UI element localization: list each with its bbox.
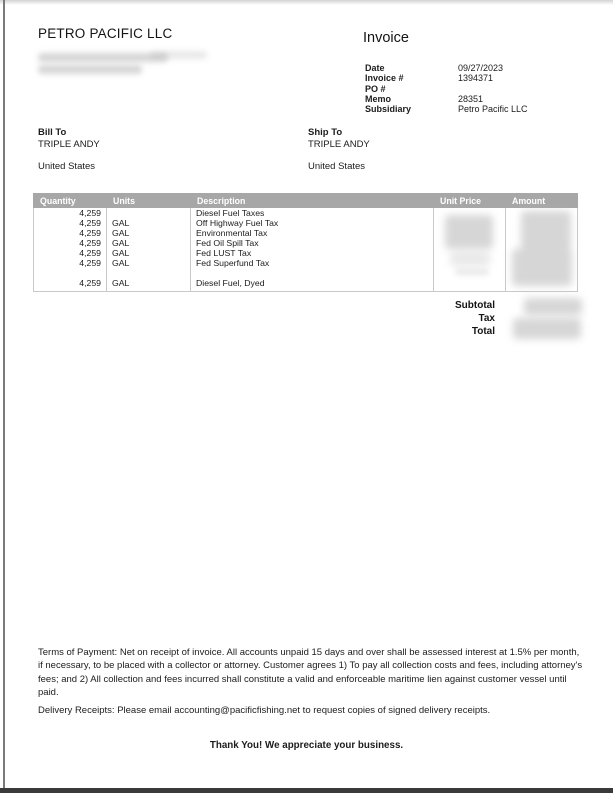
table-cell-desc: Diesel Fuel Taxes: [191, 208, 434, 219]
column-header-amount: Amount: [506, 194, 578, 208]
meta-row: [365, 73, 585, 83]
table-cell-desc: Off Highway Fuel Tax: [191, 218, 434, 228]
table-cell-desc: Environmental Tax: [191, 228, 434, 238]
meta-value: Petro Pacific LLC: [458, 104, 528, 115]
total-label: Tax: [478, 312, 495, 324]
thank-you-message: Thank You! We appreciate your business.: [209, 740, 404, 751]
table-cell-qty: 4,259: [34, 278, 107, 288]
meta-row: [365, 63, 585, 73]
meta-label: Memo: [365, 93, 392, 104]
column-header-description: Description: [191, 194, 434, 208]
meta-label: Invoice #: [365, 73, 404, 84]
table-cell-units: GAL: [107, 278, 191, 288]
total-label: Total: [471, 325, 495, 337]
totals-block: [350, 300, 495, 338]
redacted-unit-price-values-2: [450, 252, 490, 266]
table-cell-qty: 4,259: [34, 238, 107, 248]
meta-value: 09/27/2023: [458, 63, 504, 73]
table-cell-units: GAL: [107, 228, 191, 238]
ship-to-block: [308, 126, 528, 173]
table-cell-qty: 4,259: [34, 218, 107, 228]
table-row: [34, 238, 578, 248]
table-cell-units: GAL: [107, 248, 191, 258]
redacted-address-line-1: [38, 53, 168, 62]
meta-value: 1394371: [458, 73, 494, 84]
bill-to-block: [38, 126, 258, 173]
redacted-address-line-2: [38, 65, 142, 74]
table-cell-desc: [191, 268, 434, 278]
page-left-border: [3, 0, 5, 793]
redacted-subtotal-value: [524, 298, 582, 315]
bill-to-country: United States: [38, 161, 96, 172]
table-row: [34, 258, 578, 268]
redacted-unit-price-last: [455, 269, 489, 275]
ship-to-name: TRIPLE ANDY: [308, 139, 370, 150]
delivery-receipts-text: Delivery Receipts: Please email accounting@pacificfishing.net to request copies of signed delivery receipts.: [38, 705, 491, 716]
table-cell-units: GAL: [107, 218, 191, 228]
line-items-table: [33, 193, 578, 292]
table-cell-units: GAL: [107, 238, 191, 248]
company-name: PETRO PACIFIC LLC: [38, 26, 173, 41]
table-cell-desc: Fed Superfund Tax: [191, 258, 434, 268]
table-cell-desc: Fed LUST Tax: [191, 248, 434, 258]
page-bottom-bar: [0, 788, 613, 793]
table-cell-qty: 4,259: [34, 248, 107, 258]
ship-to-country: United States: [308, 161, 366, 172]
ship-to-heading: Ship To: [308, 127, 343, 138]
column-header-unit-price: Unit Price: [434, 194, 506, 208]
page-top-shadow: [0, 0, 613, 5]
table-cell-units: GAL: [107, 258, 191, 268]
redacted-address-line-1b: [150, 51, 207, 59]
table-cell-desc: Fed Oil Spill Tax: [191, 238, 434, 248]
meta-row: [365, 104, 585, 114]
column-header-units: Units: [107, 194, 191, 208]
redacted-amount-values-2: [512, 249, 572, 286]
meta-row: [365, 94, 585, 104]
meta-value: 28351: [458, 93, 484, 104]
table-body: [34, 208, 578, 292]
bill-to-name: TRIPLE ANDY: [38, 139, 100, 150]
meta-row: [365, 84, 585, 94]
invoice-meta: [365, 63, 585, 114]
column-header-quantity: Quantity: [34, 194, 107, 208]
redacted-unit-price-values: [445, 215, 493, 249]
bill-to-heading: Bill To: [38, 127, 67, 138]
table-cell-qty: [34, 268, 107, 278]
meta-label: Subsidiary: [365, 104, 412, 115]
table-cell-desc: Diesel Fuel, Dyed: [191, 278, 434, 288]
table-cell-price: [434, 278, 506, 288]
table-cell-units: [107, 268, 191, 278]
meta-label: Date: [365, 63, 385, 73]
total-label: Subtotal: [455, 300, 495, 311]
table-cell-units: [107, 208, 191, 219]
table-row: [34, 218, 578, 228]
table-cell-qty: 4,259: [34, 258, 107, 268]
table-row: [34, 228, 578, 238]
table-filler-row: [34, 288, 578, 292]
meta-label: PO #: [365, 83, 386, 94]
redacted-total-value: [513, 318, 581, 339]
table-cell-qty: 4,259: [34, 228, 107, 238]
table-row: [34, 278, 578, 288]
redacted-amount-values: [521, 211, 571, 251]
terms-of-payment-text: Terms of Payment: Net on receipt of invoice. All accounts unpaid 15 days and over shall be assessed interest at 1.5% per month, if necessary, to be placed with a collector or attorney. Customer agrees 1) To pay all collection costs and fees, including attorney's fees; and 2) All collection and fees incurred shall constitute a valid and enforceable maritime lien against customer vessel until paid.: [38, 647, 583, 699]
table-row: [34, 208, 578, 219]
invoice-title: Invoice: [363, 30, 409, 46]
table-header-row: [34, 194, 578, 208]
meta-value: [458, 84, 585, 94]
table-cell-qty: 4,259: [34, 208, 107, 219]
table-row: [34, 248, 578, 258]
table-row: [34, 268, 578, 278]
